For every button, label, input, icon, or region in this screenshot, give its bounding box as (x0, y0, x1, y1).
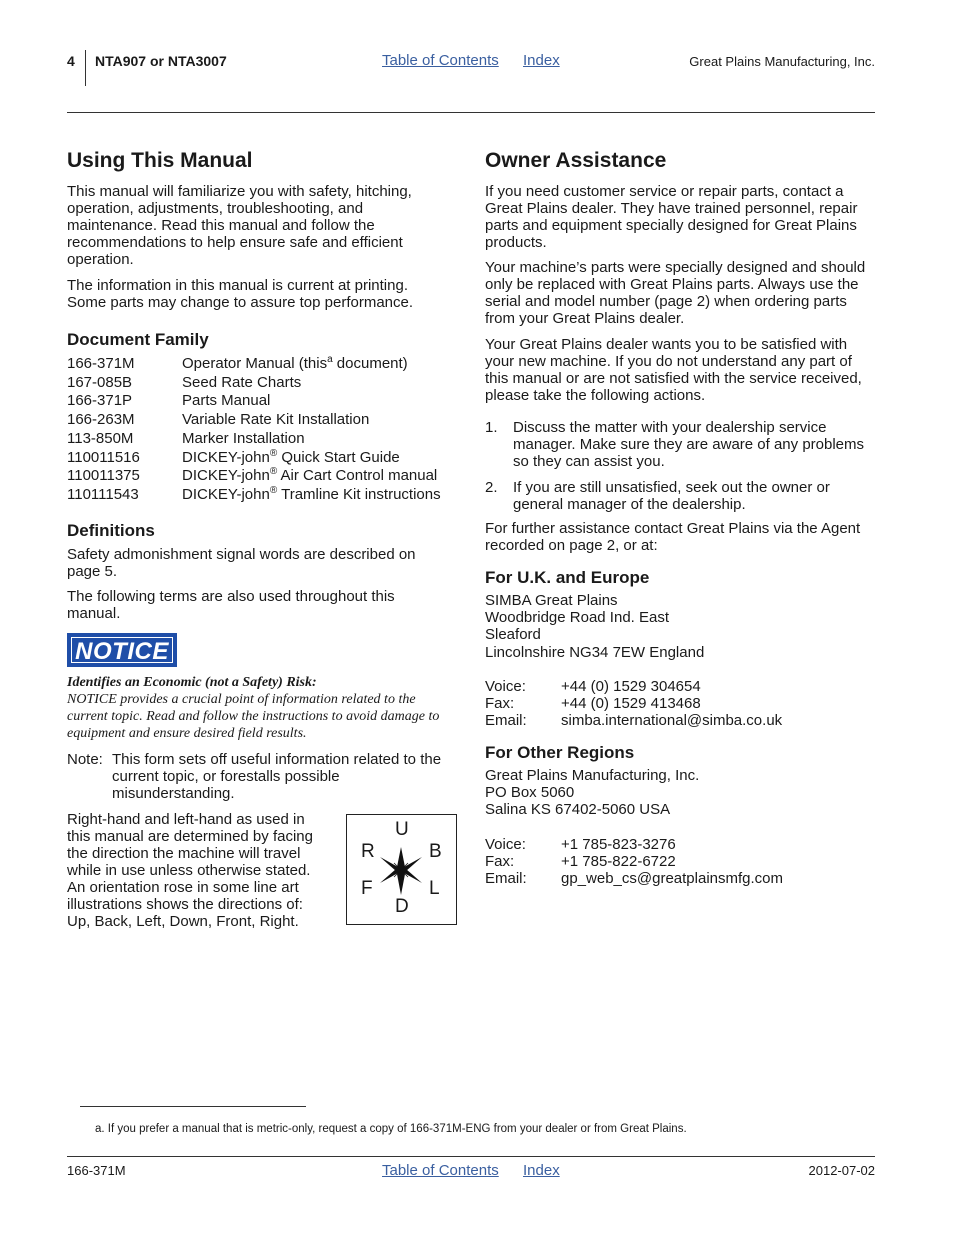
owner-paragraph-2: Your machine’s parts were specially designed and should only be replaced with Great Plains parts. Always use the serial and model number (page 2) when ordering parts from your Great Plains dealer. (485, 259, 866, 327)
document-code: 113-850M (67, 429, 134, 447)
contact-row (485, 836, 676, 853)
document-title: DICKEY-john (182, 467, 270, 485)
rose-left-label: L (429, 878, 440, 899)
address-line: SIMBA Great Plains (485, 592, 618, 609)
document-row (67, 355, 408, 372)
address-line: Lincolnshire NG34 7EW England (485, 643, 705, 661)
further-assistance: For further assistance contact Great Plains via the Agent recorded on page 2, or at: (485, 520, 861, 554)
definitions-paragraph-2: The following terms are also used throughout this manual. (67, 588, 395, 622)
document-title: Operator Manual (this (182, 355, 328, 372)
rose-down-label: D (395, 896, 409, 917)
contact-row (485, 870, 783, 887)
document-title-suffix: document) (332, 355, 408, 372)
document-code: 166-371M (67, 355, 135, 372)
address-line: Woodbridge Road Ind. East (485, 609, 670, 627)
address-line: Great Plains Manufacturing, Inc. (485, 767, 700, 784)
document-code: 166-263M (67, 411, 135, 429)
document-title-suffix: Quick Start Guide (277, 448, 400, 466)
contact-value: +1 785-822-6722 (561, 853, 676, 871)
document-row (67, 411, 369, 428)
document-superscript: ® (269, 466, 278, 478)
address-line: Salina KS 67402-5060 USA (485, 801, 671, 819)
document-row (67, 486, 441, 503)
document-title: Marker Installation (182, 429, 305, 447)
document-code: 167-085B (67, 373, 133, 391)
definitions-paragraph-1: Safety admonishment signal words are described on page 5. (67, 546, 416, 580)
contact-row (485, 678, 701, 695)
document-title-suffix: Air Cart Control manual (277, 467, 438, 485)
contact-label: Fax: (485, 695, 515, 713)
rose-back-label: B (429, 841, 442, 862)
using-paragraph-2: The information in this manual is current at printing. Some parts may change to assure top performance. (67, 277, 414, 311)
definitions-title: Definitions (67, 521, 155, 540)
address-line: PO Box 5060 (485, 784, 575, 802)
using-manual-title: Using This Manual (67, 149, 253, 172)
header-toc-link[interactable]: Table of Contents (382, 52, 499, 69)
contact-row (485, 853, 676, 870)
contact-value: +1 785-823-3276 (561, 836, 676, 853)
owner-paragraph-3: Your Great Plains dealer wants you to be satisfied with your new machine. If you do not understand any part of this manual or are not satisfied with the service received, please take the following actions. (485, 336, 862, 404)
step-text: Discuss the matter with your dealership service manager. Make sure they are aware of any problems so they can assist you. (513, 419, 865, 470)
address-line: Sleaford (485, 626, 541, 644)
document-row (67, 430, 305, 447)
step-number: 1. (485, 419, 498, 436)
header-model: NTA907 or NTA3007 (95, 53, 227, 69)
document-superscript: ® (269, 484, 278, 496)
document-code: 166-371P (67, 392, 133, 410)
contact-value[interactable]: gp_web_cs@greatplainsmfg.com (561, 870, 784, 888)
using-paragraph-1: This manual will familiarize you with safety, hitching, operation, adjustments, troubleshooting, and maintenance. Read this manual and follow the recommendations to help ensure safe and efficient operation. (67, 183, 412, 268)
owner-paragraph-1: If you need customer service or repair parts, contact a Great Plains dealer. They have trained personnel, repair parts and equipment specially designed for Great Plains products. (485, 183, 858, 251)
footnote: a. If you prefer a manual that is metric-only, request a copy of 166-371M-ENG from your dealer or from Great Plains. (95, 1123, 687, 1135)
document-title-suffix: Tramline Kit instructions (277, 485, 441, 503)
document-code: 110011375 (67, 467, 140, 485)
footer-date: 2012-07-02 (808, 1163, 875, 1178)
contact-label: Email: (485, 712, 527, 730)
notice-label: NOTICE (71, 637, 173, 663)
document-title: Variable Rate Kit Installation (182, 411, 370, 429)
document-title: DICKEY-john (182, 448, 270, 466)
document-row (67, 392, 270, 409)
rose-right-label: R (361, 841, 375, 862)
document-code: 110011516 (67, 448, 140, 466)
page-number: 4 (67, 53, 75, 69)
step-text: If you are still unsatisfied, seek out the owner or general manager of the dealership. (513, 479, 830, 513)
document-row (67, 449, 400, 466)
contact-row (485, 695, 701, 712)
contact-value: +44 (0) 1529 413468 (561, 695, 701, 713)
right-left-hand-paragraph: Right-hand and left-hand as used in this manual are determined by facing the direction the machine will travel while in use unless otherwise stated. An orientation rose in some line art illustrations shows the directions of: Up, Back, Left, Down, Front, Right. (67, 811, 313, 930)
orientation-rose (346, 814, 457, 925)
rose-front-label: F (361, 878, 373, 899)
header-company: Great Plains Manufacturing, Inc. (689, 54, 875, 69)
uk-europe-title: For U.K. and Europe (485, 568, 650, 587)
notice-heading: Identifies an Economic (not a Safety) Risk: (67, 675, 317, 690)
document-superscript: ® (269, 447, 278, 459)
contact-value: +44 (0) 1529 304654 (561, 678, 701, 695)
header-rule (67, 112, 875, 113)
notice-badge (67, 633, 177, 667)
owner-assistance-title: Owner Assistance (485, 149, 667, 172)
contact-label: Voice: (485, 678, 526, 695)
step-number: 2. (485, 479, 498, 496)
contact-label: Fax: (485, 853, 515, 871)
footer-toc-link[interactable]: Table of Contents (382, 1162, 499, 1179)
document-superscript: a (327, 354, 333, 365)
footer-doc-number: 166-371M (67, 1163, 126, 1178)
document-code: 110111543 (67, 485, 139, 503)
contact-label: Voice: (485, 836, 526, 853)
footer-index-link[interactable]: Index (523, 1162, 560, 1179)
footer-rule (67, 1156, 875, 1157)
footnote-rule (80, 1106, 306, 1107)
contact-row (485, 712, 782, 729)
note-text: This form sets off useful information related to the current topic, or forestalls possible misunderstanding. (112, 751, 442, 802)
notice-text: NOTICE provides a crucial point of information related to the current topic. Read and follow the instructions to avoid damage to equipment and ensure desired field results. (67, 692, 440, 741)
header-divider (85, 50, 86, 86)
document-row (67, 467, 437, 484)
other-regions-title: For Other Regions (485, 743, 635, 762)
contact-label: Email: (485, 870, 527, 888)
rose-up-label: U (395, 819, 409, 840)
document-family-title: Document Family (67, 330, 209, 349)
document-title: DICKEY-john (182, 485, 270, 503)
note-label: Note: (67, 751, 103, 768)
document-title: Seed Rate Charts (182, 373, 302, 391)
document-row (67, 374, 301, 391)
document-title: Parts Manual (182, 392, 271, 410)
contact-value[interactable]: simba.international@simba.co.uk (561, 712, 783, 730)
header-index-link[interactable]: Index (523, 52, 560, 69)
